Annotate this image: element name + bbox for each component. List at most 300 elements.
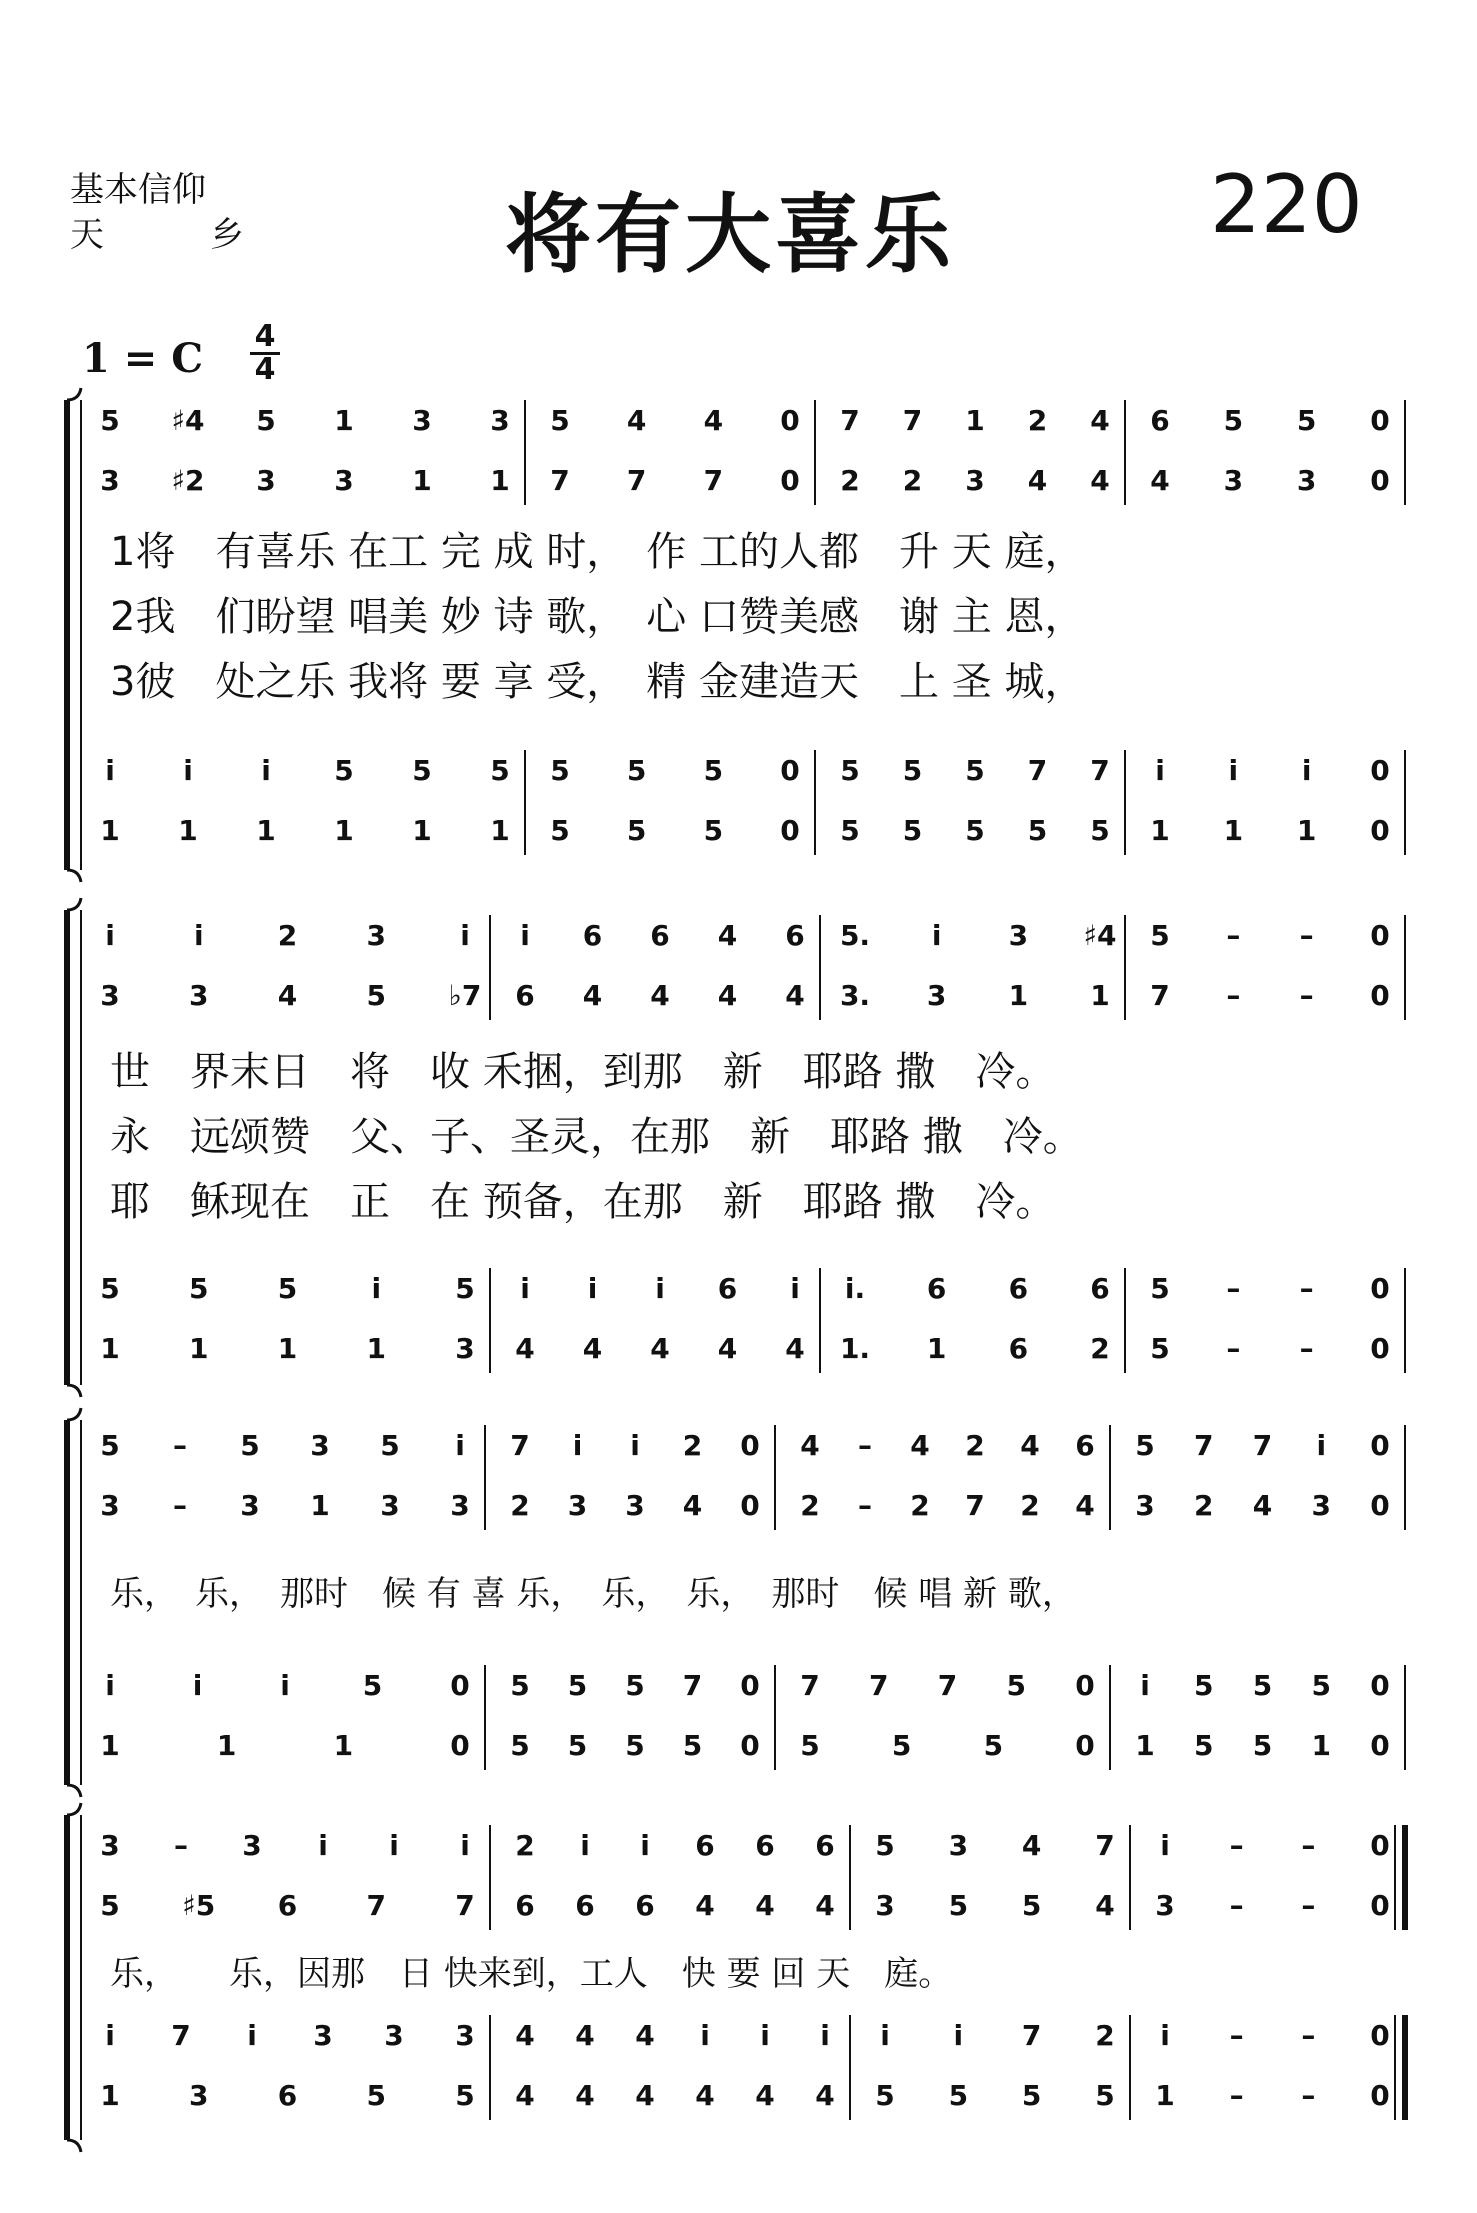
note: 0: [1370, 404, 1390, 437]
note: 4: [703, 404, 724, 437]
note: –: [1299, 1332, 1314, 1365]
note: 0: [780, 404, 800, 437]
hymn-title: 将有大喜乐: [505, 185, 955, 285]
note: 4: [785, 979, 805, 1012]
note: 5: [412, 754, 432, 787]
note: 6: [1008, 1332, 1029, 1365]
note: 1: [1090, 979, 1110, 1012]
note: 3: [1008, 919, 1029, 952]
note: 5: [1194, 1729, 1214, 1762]
note: 3: [240, 1489, 260, 1522]
note: 4: [1095, 1889, 1115, 1922]
note: 4: [277, 979, 298, 1012]
note: 6: [582, 919, 603, 952]
note: 1: [277, 1332, 298, 1365]
note: 5: [550, 404, 570, 437]
note: –: [1226, 979, 1241, 1012]
note: 0: [1370, 919, 1390, 952]
note: 2: [965, 1429, 985, 1462]
note: 5: [626, 814, 647, 847]
note: 3: [625, 1489, 645, 1522]
note: 3: [366, 919, 386, 952]
lyric-line: 世 界末日 将 收 禾捆，到那 新 耶路 撒 冷。: [110, 1049, 1056, 1095]
note: 5: [1090, 814, 1110, 847]
note: 7: [1150, 979, 1170, 1012]
note: 4: [650, 1332, 670, 1365]
note: –: [1299, 919, 1314, 952]
note: i: [630, 1429, 640, 1462]
note: 3: [1135, 1489, 1155, 1522]
note: 5: [334, 754, 354, 787]
note: 7: [840, 404, 860, 437]
note: 4: [755, 1889, 775, 1922]
note: 7: [869, 1669, 889, 1702]
note: 5: [703, 814, 724, 847]
note: 6: [515, 979, 535, 1012]
note: i: [640, 1829, 650, 1862]
note: 1: [333, 1729, 354, 1762]
note: 0: [740, 1729, 760, 1762]
note: i: [183, 754, 193, 787]
note: 2: [1194, 1489, 1214, 1522]
note: 5: [840, 814, 860, 847]
note: i: [318, 1829, 328, 1862]
note: 3: [100, 464, 120, 497]
note: 2: [1090, 1332, 1110, 1365]
note: 5: [1135, 1429, 1155, 1462]
note: i: [455, 1429, 465, 1462]
note: 5: [1223, 404, 1244, 437]
note: 3: [310, 1429, 330, 1462]
note: 2: [1095, 2019, 1115, 2052]
note: 1: [100, 814, 120, 847]
note: 3: [189, 2079, 209, 2112]
note: 2: [682, 1429, 703, 1462]
note: 1: [1296, 814, 1317, 847]
note: 5: [567, 1729, 588, 1762]
note: 5: [875, 1829, 895, 1862]
note: i: [1301, 754, 1312, 787]
note: 3: [313, 2019, 333, 2052]
note: 0: [450, 1729, 470, 1762]
note: 3: [948, 1829, 969, 1862]
note: 5: [100, 1429, 120, 1462]
note: –: [1226, 919, 1241, 952]
note: 4: [1075, 1489, 1095, 1522]
note: 5: [362, 1669, 383, 1702]
note: 6: [815, 1829, 835, 1862]
note: 5: [550, 814, 570, 847]
note: 3.: [839, 979, 871, 1012]
note: –: [858, 1429, 872, 1462]
note: 3: [100, 1829, 120, 1862]
note: 3: [490, 404, 510, 437]
note: i: [1155, 754, 1165, 787]
note: 5: [1252, 1729, 1273, 1762]
note: 3: [189, 979, 209, 1012]
note: 1: [189, 1332, 209, 1365]
hymn-number: 220: [1210, 158, 1363, 251]
note: –: [1229, 2019, 1244, 2052]
note: 5: [567, 1669, 588, 1702]
note: i: [460, 919, 470, 952]
note: 7: [965, 1489, 985, 1522]
note: 4: [582, 979, 603, 1012]
note: i: [760, 2019, 770, 2052]
lyric-line: 乐， 乐， 那时 候 有 喜 乐， 乐， 乐， 那时 候 唱 新 歌，: [110, 1574, 1076, 1614]
note: 5: [1095, 2079, 1115, 2112]
note: 4: [626, 404, 647, 437]
note: 1: [1135, 1729, 1155, 1762]
note: –: [1226, 1332, 1241, 1365]
note: i: [193, 919, 204, 952]
note: 0: [1075, 1669, 1095, 1702]
note: 0: [780, 754, 800, 787]
note: 0: [1370, 1729, 1390, 1762]
note: 4: [815, 1889, 835, 1922]
note: 4: [717, 979, 738, 1012]
note: i: [192, 1669, 203, 1702]
note: 4: [1027, 464, 1048, 497]
note: i: [280, 1669, 290, 1702]
note: i: [655, 1272, 665, 1305]
note: 7: [1021, 2019, 1042, 2052]
note: 5: [256, 404, 276, 437]
note: 1: [256, 814, 276, 847]
note: 5: [510, 1729, 530, 1762]
note: –: [1299, 979, 1314, 1012]
note: 5: [550, 754, 570, 787]
note: i: [371, 1272, 382, 1305]
note: 0: [1370, 2019, 1390, 2052]
note: 7: [902, 404, 923, 437]
note: 7: [1252, 1429, 1273, 1462]
note: 3: [1311, 1489, 1331, 1522]
note: 3: [450, 1489, 470, 1522]
note: 1: [412, 814, 432, 847]
lyric-line: 乐， 乐，因那 日 快来到，工人 快 要 回 天 庭。: [110, 1954, 953, 1994]
note: –: [1229, 2079, 1244, 2112]
note: 7: [1090, 754, 1110, 787]
note: 0: [780, 464, 800, 497]
note: 4: [800, 1429, 820, 1462]
note: 1: [1008, 979, 1029, 1012]
note: 7: [171, 2019, 191, 2052]
note: 5: [800, 1729, 820, 1762]
note: 0: [1370, 1272, 1390, 1305]
note: 2: [902, 464, 923, 497]
note: 6: [1090, 1272, 1110, 1305]
note: 4: [1252, 1489, 1273, 1522]
note: i: [460, 1829, 470, 1862]
note: i: [1160, 2019, 1170, 2052]
note: 1: [310, 1489, 330, 1522]
note: 2: [910, 1489, 930, 1522]
note: 6: [515, 1889, 535, 1922]
note: 6: [1008, 1272, 1029, 1305]
note: 5: [1194, 1669, 1214, 1702]
note: 3: [1155, 1889, 1175, 1922]
note: 6: [1075, 1429, 1095, 1462]
lyric-line: 3彼 处之乐 我将 要 享 受， 精 金建造天 上 圣 城，: [110, 659, 1085, 705]
note: 1: [1150, 814, 1170, 847]
note: 5.: [839, 919, 871, 952]
lyric-line: 耶 稣现在 正 在 预备，在那 新 耶路 撒 冷。: [110, 1179, 1056, 1225]
note: 5: [380, 1429, 400, 1462]
note: 1: [965, 404, 985, 437]
note: i: [105, 2019, 115, 2052]
note: 7: [510, 1429, 530, 1462]
note: 6: [635, 1889, 655, 1922]
note: i: [953, 2019, 964, 2052]
note: 5: [1021, 2079, 1042, 2112]
note: 3: [1223, 464, 1244, 497]
note: 5: [902, 754, 923, 787]
note: –: [858, 1489, 872, 1522]
note: 4: [717, 919, 738, 952]
note: ♯4: [1083, 919, 1117, 952]
note: 5: [1296, 404, 1317, 437]
note: 0: [780, 814, 800, 847]
note: 5: [965, 754, 985, 787]
note: –: [1301, 2019, 1316, 2052]
note: 1.: [839, 1332, 871, 1365]
note: 5: [455, 1272, 475, 1305]
note: 3: [567, 1489, 588, 1522]
note: 5: [682, 1729, 703, 1762]
note: 3: [455, 1332, 475, 1365]
note: i.: [844, 1272, 866, 1305]
note: –: [1299, 1272, 1314, 1305]
note: 0: [1370, 1829, 1390, 1862]
note: 4: [635, 2019, 655, 2052]
note: 3: [384, 2019, 404, 2052]
note: 4: [1020, 1429, 1040, 1462]
note: 1: [216, 1729, 237, 1762]
note: 5: [490, 754, 510, 787]
note: 7: [703, 464, 724, 497]
note: 3: [334, 464, 354, 497]
note: 1: [1223, 814, 1244, 847]
note: 4: [1150, 464, 1170, 497]
note: 5: [366, 979, 386, 1012]
note: 5: [1150, 1272, 1170, 1305]
note: –: [173, 1429, 187, 1462]
note: 5: [1150, 919, 1170, 952]
note: 7: [550, 464, 570, 497]
note: 1: [100, 1332, 120, 1365]
note: 3: [380, 1489, 400, 1522]
note: 0: [1370, 2079, 1390, 2112]
note: 1: [366, 1332, 386, 1365]
note: 2: [277, 919, 298, 952]
note: 5: [1021, 1889, 1042, 1922]
note: –: [174, 1829, 188, 1862]
note: 4: [910, 1429, 930, 1462]
note: 0: [1370, 1489, 1390, 1522]
note: 4: [515, 2019, 535, 2052]
note: 3: [965, 464, 985, 497]
note: –: [1301, 1889, 1316, 1922]
note: 5: [1252, 1669, 1273, 1702]
note: 4: [682, 1489, 703, 1522]
note: i: [587, 1272, 598, 1305]
note: 5: [625, 1729, 645, 1762]
note: 1: [178, 814, 198, 847]
note: 5: [100, 1272, 120, 1305]
time-sig-bottom: 4: [254, 352, 276, 387]
note: 1: [1155, 2079, 1175, 2112]
lyric-line: 永 远颂赞 父、子、圣灵，在那 新 耶路 撒 冷。: [110, 1114, 1083, 1160]
note: ♯5: [182, 1889, 216, 1922]
note: 2: [840, 464, 860, 497]
note: 7: [800, 1669, 820, 1702]
note: 5: [1027, 814, 1048, 847]
note: i: [105, 754, 115, 787]
note: –: [1301, 1829, 1316, 1862]
note: –: [1301, 2079, 1316, 2112]
note: 1: [334, 404, 354, 437]
note: 5: [840, 754, 860, 787]
note: 3: [926, 979, 947, 1012]
note: 0: [740, 1669, 760, 1702]
note: 4: [815, 2079, 835, 2112]
note: 3: [1296, 464, 1317, 497]
note: 5: [875, 2079, 895, 2112]
note: 1: [490, 814, 510, 847]
note: i: [520, 919, 530, 952]
note: 5: [625, 1669, 645, 1702]
note: 5: [189, 1272, 209, 1305]
note: i: [105, 919, 115, 952]
note: 7: [1095, 1829, 1115, 1862]
note: 7: [682, 1669, 703, 1702]
note: 4: [1021, 1829, 1042, 1862]
category-sub-a: 天: [70, 215, 104, 255]
note: 6: [575, 1889, 595, 1922]
note: ♭7: [448, 979, 482, 1012]
note: 5: [1006, 1669, 1026, 1702]
note: 6: [926, 1272, 947, 1305]
note: 1: [412, 464, 432, 497]
lyric-line: 1将 有喜乐 在工 完 成 时， 作 工的人都 升 天 庭，: [110, 529, 1085, 575]
note: 5: [703, 754, 724, 787]
note: 5: [100, 1889, 120, 1922]
note: 7: [366, 1889, 386, 1922]
note: 4: [515, 1332, 535, 1365]
note: i: [880, 2019, 890, 2052]
note: 0: [1370, 814, 1390, 847]
note: 4: [755, 2079, 775, 2112]
note: 5: [948, 1889, 969, 1922]
note: i: [1316, 1429, 1327, 1462]
note: 0: [1370, 1429, 1390, 1462]
note: i: [389, 1829, 399, 1862]
note: i: [1160, 1829, 1170, 1862]
note: 2: [1020, 1489, 1040, 1522]
time-sig-top: 4: [250, 322, 280, 355]
note: 5: [366, 2079, 386, 2112]
note: 4: [650, 979, 670, 1012]
category-main: 基本信仰: [70, 170, 206, 210]
note: 4: [1090, 464, 1110, 497]
note: 5: [455, 2079, 475, 2112]
note: 6: [277, 1889, 298, 1922]
note: 1: [100, 1729, 120, 1762]
note: 4: [695, 1889, 715, 1922]
note: i: [700, 2019, 710, 2052]
note: –: [1229, 1889, 1244, 1922]
note: 3: [412, 404, 432, 437]
note: 2: [1027, 404, 1048, 437]
note: 6: [785, 919, 805, 952]
note: 7: [455, 1889, 475, 1922]
note: 5: [948, 2079, 969, 2112]
lyric-line: 2我 们盼望 唱美 妙 诗 歌， 心 口赞美感 谢 主 恩，: [110, 594, 1085, 640]
note: 1: [490, 464, 510, 497]
note: 3: [455, 2019, 475, 2052]
note: 1: [100, 2079, 120, 2112]
note: 6: [650, 919, 670, 952]
note: –: [1226, 1272, 1241, 1305]
category-sub-b: 乡: [210, 215, 244, 255]
note: –: [1229, 1829, 1244, 1862]
note: 6: [277, 2079, 298, 2112]
note: 6: [717, 1272, 738, 1305]
note: i: [105, 1669, 115, 1702]
note: 3: [256, 464, 276, 497]
note: ♯2: [171, 464, 205, 497]
note: 3: [100, 1489, 120, 1522]
note: 5: [510, 1669, 530, 1702]
note: 0: [1370, 1669, 1390, 1702]
note: 3: [242, 1829, 262, 1862]
note: i: [580, 1829, 590, 1862]
note: i: [572, 1429, 583, 1462]
note: 0: [450, 1669, 470, 1702]
note: 4: [785, 1332, 805, 1365]
note: 5: [965, 814, 985, 847]
note: 5: [100, 404, 120, 437]
note: 0: [1370, 464, 1390, 497]
note: 0: [740, 1429, 760, 1462]
note: 7: [1194, 1429, 1214, 1462]
note: 0: [1370, 979, 1390, 1012]
note: 5: [902, 814, 923, 847]
note: 4: [582, 1332, 603, 1365]
note: i: [790, 1272, 800, 1305]
note: 5: [891, 1729, 912, 1762]
note: 7: [1027, 754, 1048, 787]
note: 5: [240, 1429, 260, 1462]
note: 0: [1370, 1332, 1390, 1365]
note: i: [1228, 754, 1239, 787]
note: 5: [1150, 1332, 1170, 1365]
note: 6: [755, 1829, 775, 1862]
note: i: [247, 2019, 257, 2052]
note: 4: [635, 2079, 655, 2112]
note: 7: [626, 464, 647, 497]
note: 0: [1075, 1729, 1095, 1762]
note: 1: [1311, 1729, 1331, 1762]
note: 0: [1370, 1889, 1390, 1922]
note: 4: [575, 2019, 595, 2052]
note: 6: [695, 1829, 715, 1862]
note: 5: [1311, 1669, 1331, 1702]
note: 5: [277, 1272, 298, 1305]
note: –: [173, 1489, 187, 1522]
note: 4: [575, 2079, 595, 2112]
